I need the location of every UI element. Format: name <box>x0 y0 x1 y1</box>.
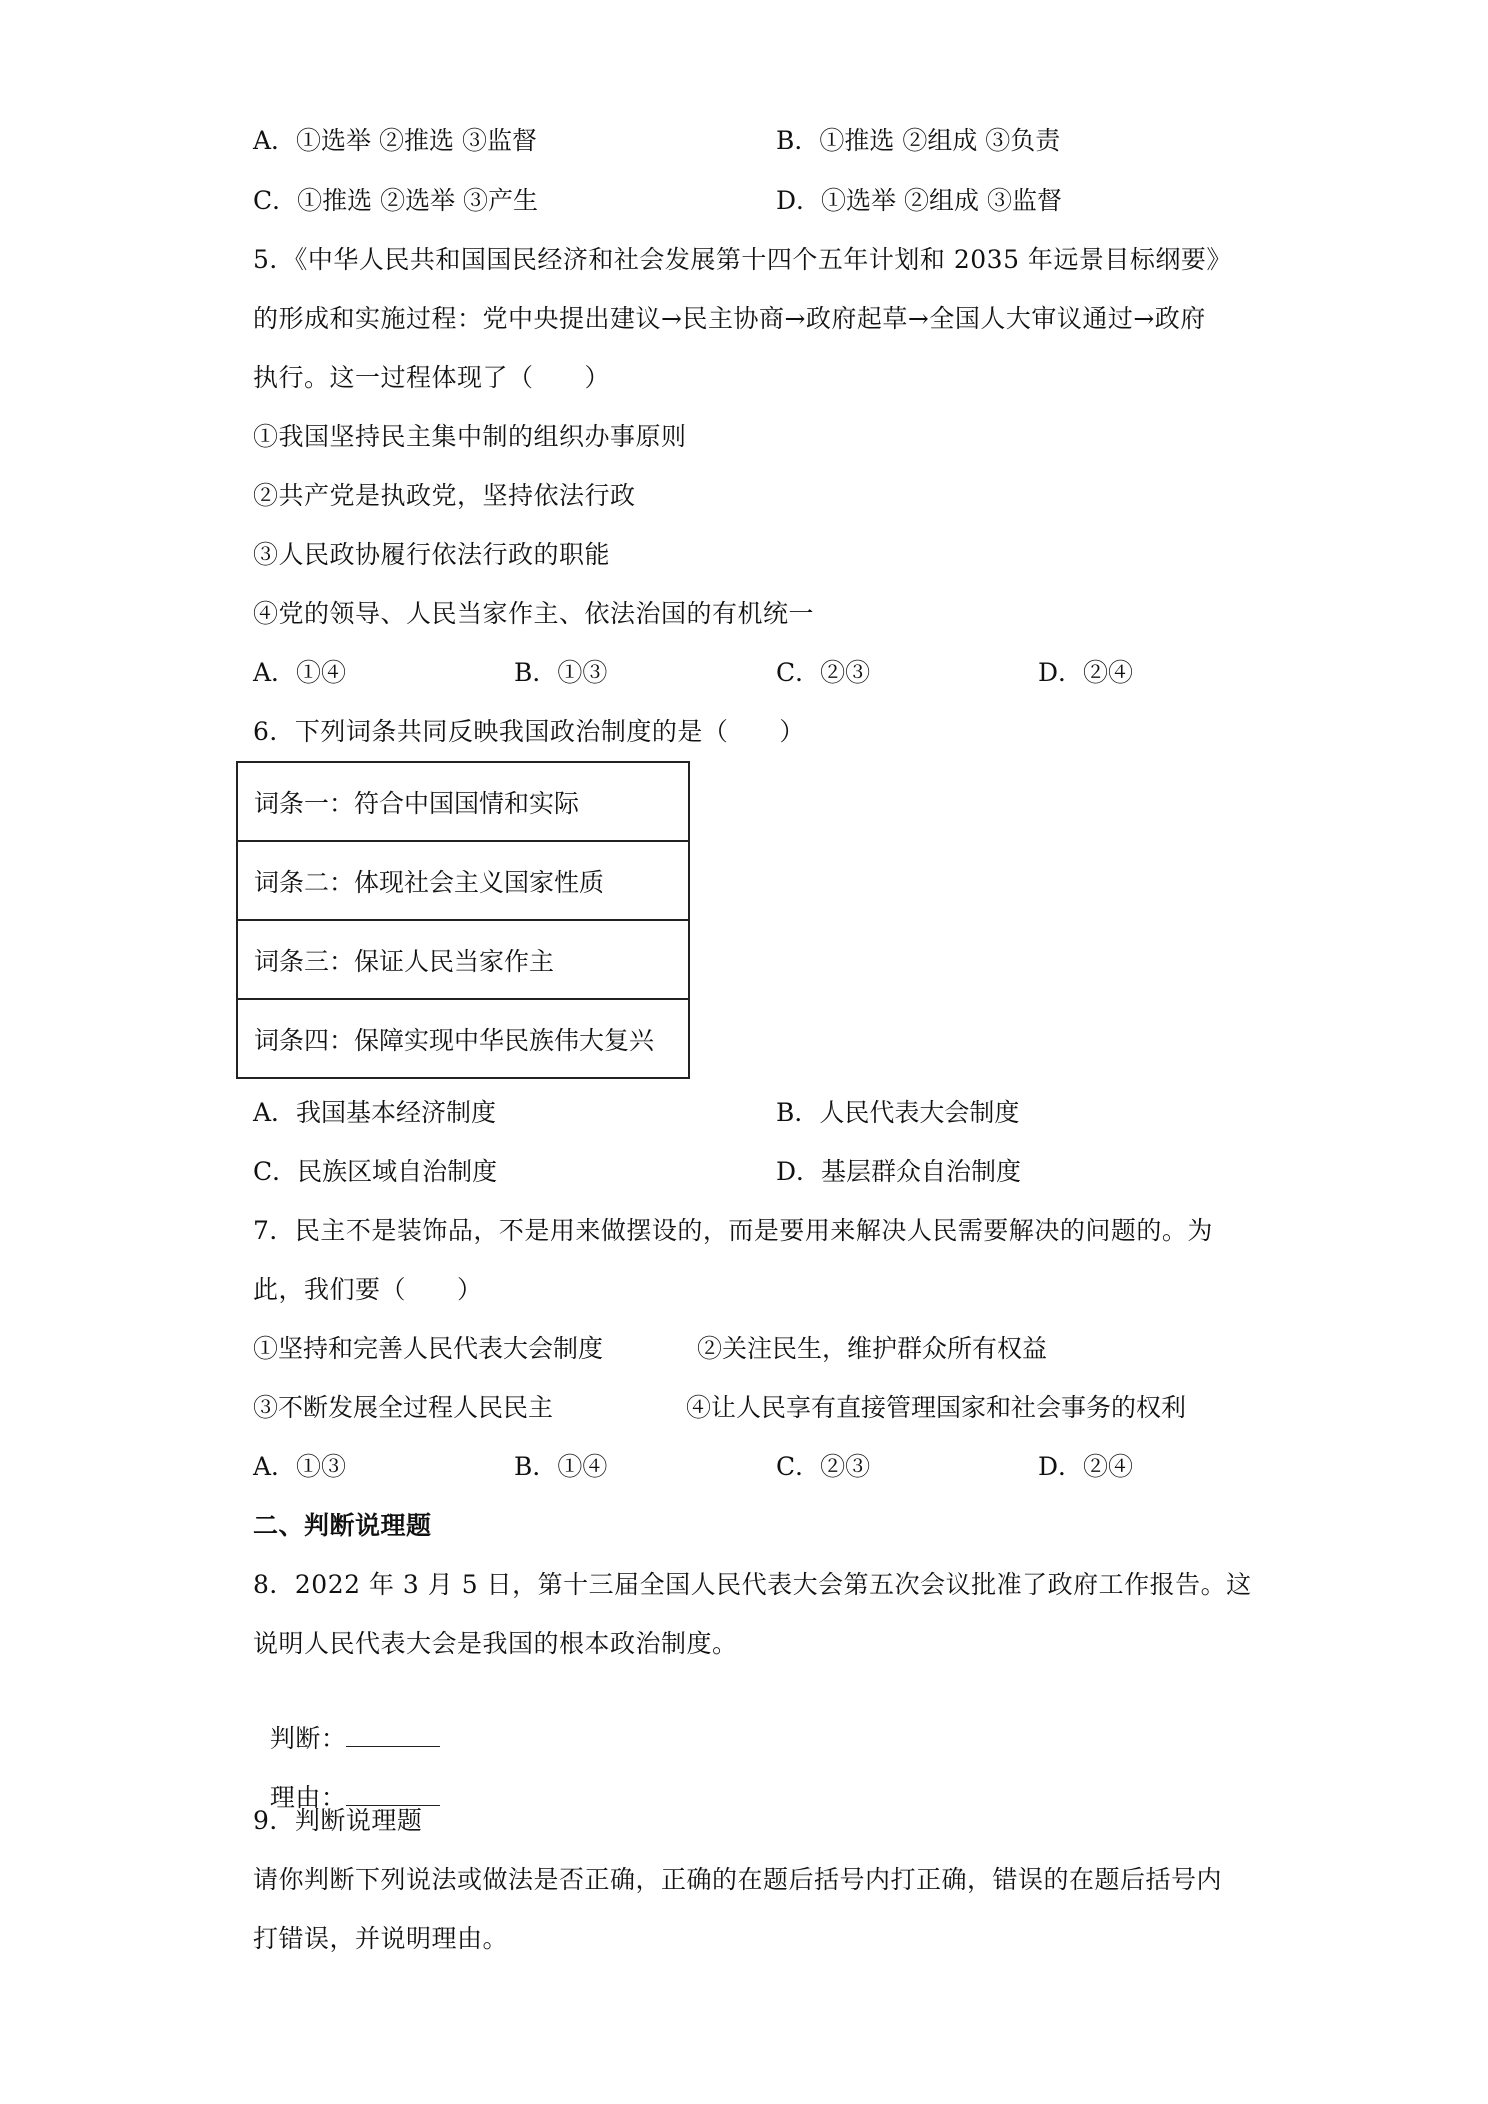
q4-option-d: D．①选举 ②组成 ③监督 <box>776 186 1062 215</box>
q7-item-3: ③不断发展全过程人民民主 <box>253 1393 554 1422</box>
q4-option-c: C．①推选 ②选举 ③产生 <box>253 186 539 215</box>
q9-stem: 9．判断说理题 <box>253 1806 423 1835</box>
q7-item-1: ①坚持和完善人民代表大会制度 <box>253 1334 604 1363</box>
q5-item-3: ③人民政协履行依法行政的职能 <box>253 540 611 569</box>
q8-stem-line-2: 说明人民代表大会是我国的根本政治制度。 <box>253 1629 738 1658</box>
q5-option-b: B．①③ <box>514 658 608 687</box>
q7-stem-line-2: 此，我们要（ ） <box>253 1275 483 1304</box>
q5-item-2: ②共产党是执政党，坚持依法行政 <box>253 481 636 510</box>
q5-stem-line-1: 5．《中华人民共和国国民经济和社会发展第十四个五年计划和 2035 年远景目标纲要》 <box>253 245 1232 274</box>
q7-option-a: A．①③ <box>253 1452 347 1481</box>
q8-stem-line-1: 8．2022 年 3 月 5 日，第十三届全国人民代表大会第五次会议批准了政府工作报告。这 <box>253 1570 1252 1599</box>
q5-option-c: C．②③ <box>776 658 871 687</box>
q5-stem-line-2: 的形成和实施过程：党中央提出建议→民主协商→政府起草→全国人大审议通过→政府 <box>253 304 1206 333</box>
q7-option-c: C．②③ <box>776 1452 871 1481</box>
section-2-title: 二、判断说理题 <box>253 1511 432 1540</box>
q6-option-b: B．人民代表大会制度 <box>776 1098 1020 1127</box>
q4-option-b: B．①推选 ②组成 ③负责 <box>776 126 1061 155</box>
q7-stem-line-1: 7．民主不是装饰品，不是用来做摆设的，而是要用来解决人民需要解决的问题的。为 <box>253 1216 1213 1245</box>
q9-desc-line-1: 请你判断下列说法或做法是否正确，正确的在题后括号内打正确，错误的在题后括号内 <box>253 1865 1223 1894</box>
q6-terms-table <box>236 761 690 1079</box>
q5-stem-line-3: 执行。这一过程体现了（ ） <box>253 363 611 392</box>
q7-item-4: ④让人民享有直接管理国家和社会事务的权利 <box>686 1393 1187 1422</box>
q8-judge-blank[interactable] <box>346 1720 440 1747</box>
q6-option-a: A．我国基本经济制度 <box>253 1098 497 1127</box>
q6-stem: 6．下列词条共同反映我国政治制度的是（ ） <box>253 717 805 746</box>
q8-reason-blank[interactable] <box>346 1779 440 1806</box>
q7-option-b: B．①④ <box>514 1452 608 1481</box>
q8-reason-label: 理由： <box>269 1783 347 1812</box>
q5-item-1: ①我国坚持民主集中制的组织办事原则 <box>253 422 687 451</box>
q6-term-2: 词条二：体现社会主义国家性质 <box>237 841 689 920</box>
q4-option-a: A．①选举 ②推选 ③监督 <box>253 126 537 155</box>
q7-option-d: D．②④ <box>1038 1452 1134 1481</box>
q9-desc-line-2: 打错误，并说明理由。 <box>253 1924 509 1953</box>
q5-option-d: D．②④ <box>1038 658 1134 687</box>
q7-item-2: ②关注民生，维护群众所有权益 <box>697 1334 1048 1363</box>
q6-term-1: 词条一：符合中国国情和实际 <box>237 762 689 841</box>
q6-term-3: 词条三：保证人民当家作主 <box>237 920 689 999</box>
q5-item-4: ④党的领导、人民当家作主、依法治国的有机统一 <box>253 599 815 628</box>
q8-judge-label: 判断： <box>269 1724 347 1753</box>
q5-option-a: A．①④ <box>253 658 347 687</box>
q6-option-d: D．基层群众自治制度 <box>776 1157 1022 1186</box>
q6-option-c: C．民族区域自治制度 <box>253 1157 498 1186</box>
q6-term-4: 词条四：保障实现中华民族伟大复兴 <box>237 999 689 1078</box>
